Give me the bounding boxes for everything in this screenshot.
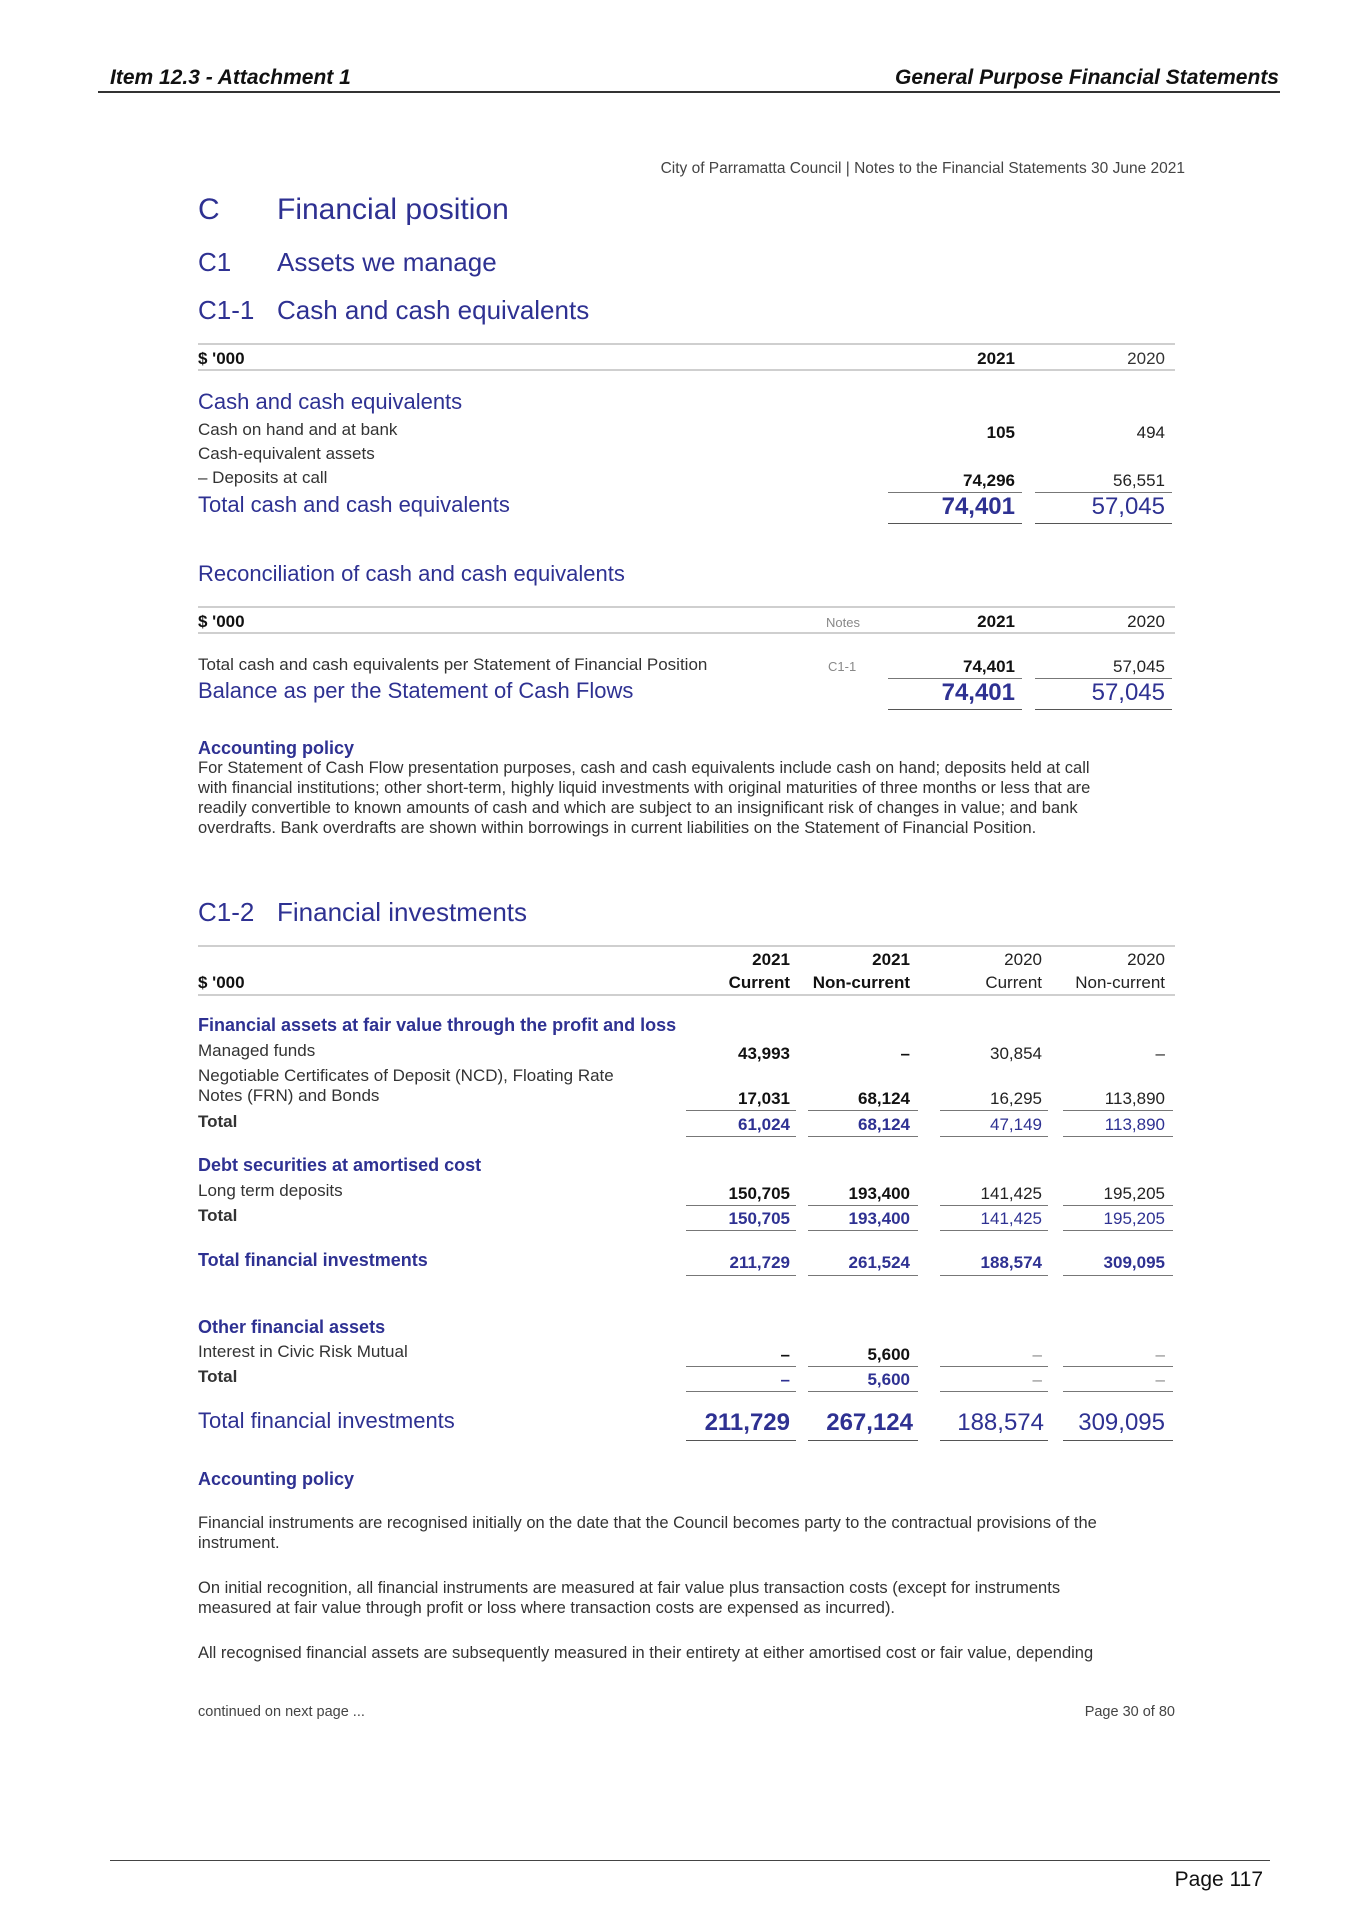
tfi-sub-value: 261,524 [848, 1253, 910, 1272]
inner-page-number: Page 30 of 80 [1084, 1704, 1175, 1720]
other-total-value: – [1032, 1370, 1042, 1389]
policy1-line: overdrafts. Bank overdrafts are shown within borrowings in current liabilities on the Statement of Financial Position. [198, 819, 1037, 837]
other-total-value: – [780, 1370, 790, 1389]
underline [940, 1440, 1048, 1441]
invest-col-kind: Non-current [1075, 973, 1165, 992]
cash-row-2020: 56,551 [1113, 471, 1165, 490]
civic-value: 5,600 [867, 1345, 910, 1364]
long-term-value: 141,425 [980, 1184, 1042, 1203]
invest-col-year: 2020 [1127, 950, 1165, 969]
ncd-value: 16,295 [990, 1089, 1042, 1108]
underline [940, 1205, 1048, 1206]
policy2-line: Financial instruments are recognised initially on the date that the Council becomes party to the contractual provisions of the [198, 1514, 1097, 1532]
cash-row-label: – Deposits at call [198, 468, 328, 487]
managed-funds-value: 30,854 [990, 1044, 1042, 1063]
cash-col-2021: 2021 [977, 349, 1015, 368]
section-c1-title: Assets we manage [277, 247, 497, 277]
recon-unit: $ '000 [198, 612, 245, 631]
debt-total-label: Total [198, 1206, 238, 1225]
recon-topline [198, 606, 1175, 608]
section-c12-title: Financial investments [277, 897, 527, 927]
underline [940, 1110, 1048, 1111]
underline [1063, 1275, 1173, 1276]
long-term-value: 195,205 [1103, 1184, 1165, 1203]
cash-row-label: Cash on hand and at bank [198, 420, 398, 439]
recon-row-2020: 57,045 [1113, 657, 1165, 676]
underline [1063, 1230, 1173, 1231]
underline [808, 1440, 918, 1441]
ncd-value: 113,890 [1104, 1089, 1165, 1108]
policy1-text [198, 758, 1178, 838]
managed-funds-label: Managed funds [198, 1041, 316, 1060]
managed-funds-value: – [900, 1044, 910, 1063]
underline [1063, 1440, 1173, 1441]
cash-total-2021: 74,401 [941, 493, 1015, 520]
underline [808, 1230, 918, 1231]
doc-caption: City of Parramatta Council | Notes to the Financial Statements 30 June 2021 [660, 160, 1185, 177]
section-c12-code: C1-2 [198, 897, 255, 927]
invest-topline [198, 945, 1175, 947]
underline [1063, 1366, 1173, 1367]
recon-col-2020: 2020 [1127, 612, 1165, 631]
debt-total-value: 141,425 [980, 1209, 1042, 1228]
cash-col-2020: 2020 [1127, 349, 1165, 368]
underline [888, 523, 1022, 524]
debt-total-value: 193,400 [848, 1209, 910, 1228]
cash-row-2021: 105 [986, 423, 1015, 442]
policy2-line: On initial recognition, all financial instruments are measured at fair value plus transaction costs (except for instruments [198, 1579, 1061, 1597]
underline [1063, 1110, 1173, 1111]
underline [940, 1230, 1048, 1231]
invest-col-year: 2021 [872, 950, 910, 969]
tfi-sub-label: Total financial investments [198, 1250, 428, 1270]
section-c1-code: C1 [198, 247, 232, 277]
underline [1063, 1205, 1173, 1206]
fvtpl-total-value: 68,124 [858, 1115, 910, 1134]
header-right: General Purpose Financial Statements [895, 66, 1279, 89]
recon-col-2021: 2021 [977, 612, 1015, 631]
long-term-label: Long term deposits [198, 1181, 343, 1200]
invest-headline [198, 994, 1175, 996]
debt-title: Debt securities at amortised cost [198, 1155, 482, 1175]
ncd-value: 68,124 [858, 1089, 910, 1108]
underline [808, 1136, 918, 1137]
grand-total-value: 211,729 [704, 1409, 790, 1436]
underline [1063, 1136, 1173, 1137]
fvtpl-total-label: Total [198, 1112, 238, 1131]
long-term-value: 193,400 [848, 1184, 910, 1203]
footer-rule [110, 1860, 1270, 1861]
underline [686, 1110, 796, 1111]
invest-col-kind: Current [728, 973, 790, 992]
other-title: Other financial assets [198, 1317, 386, 1337]
cash-unit: $ '000 [198, 349, 245, 368]
cash-table-topline [198, 343, 1175, 345]
cash-row-2021: 74,296 [963, 471, 1015, 490]
grand-total-value: 309,095 [1078, 1409, 1165, 1436]
grand-total-label: Total financial investments [198, 1408, 455, 1433]
underline [1035, 709, 1172, 710]
underline [686, 1230, 796, 1231]
grand-total-value: 267,124 [826, 1409, 913, 1436]
underline [686, 1440, 796, 1441]
grand-total-value: 188,574 [957, 1409, 1044, 1436]
ncd-value: 17,031 [738, 1089, 790, 1108]
policy2-para2 [198, 1578, 1178, 1618]
fvtpl-title: Financial assets at fair value through the profit and loss [198, 1015, 677, 1035]
policy2-para3 [198, 1643, 1178, 1663]
underline [808, 1205, 918, 1206]
underline [686, 1205, 796, 1206]
recon-notes-col: Notes [826, 615, 860, 630]
recon-total-label: Balance as per the Statement of Cash Flows [198, 678, 634, 703]
underline [808, 1110, 918, 1111]
invest-col-year: 2020 [1004, 950, 1042, 969]
underline [940, 1275, 1048, 1276]
policy1-line: readily convertible to known amounts of cash and which are subject to an insignificant risk of changes in value; and bank [198, 799, 1078, 817]
cash-row-2020: 494 [1136, 423, 1165, 442]
section-c11-code: C1-1 [198, 295, 255, 325]
underline [940, 1391, 1048, 1392]
fvtpl-total-value: 47,149 [990, 1115, 1042, 1134]
civic-value: – [1155, 1345, 1165, 1364]
other-total-value: – [1155, 1370, 1165, 1389]
underline [686, 1136, 796, 1137]
invest-unit: $ '000 [198, 973, 245, 992]
underline [808, 1275, 918, 1276]
underline [1035, 523, 1172, 524]
recon-row-2021: 74,401 [963, 657, 1015, 676]
ncd-label-line1: Negotiable Certificates of Deposit (NCD), Floating Rate [198, 1066, 614, 1085]
policy2-line: instrument. [198, 1534, 280, 1552]
policy2-line: measured at fair value through profit or loss where transaction costs are expensed as incurred). [198, 1599, 896, 1617]
underline [1063, 1391, 1173, 1392]
invest-col-kind: Non-current [812, 973, 910, 992]
other-total-value: 5,600 [867, 1370, 910, 1389]
recon-row-label: Total cash and cash equivalents per Statement of Financial Position [198, 655, 708, 674]
cash-table-headline [198, 369, 1175, 371]
cash-total-label: Total cash and cash equivalents [198, 492, 510, 517]
policy1-title: Accounting policy [198, 738, 355, 758]
civic-value: – [780, 1345, 790, 1364]
recon-title: Reconciliation of cash and cash equivalents [198, 561, 625, 586]
underline [940, 1136, 1048, 1137]
recon-total-2020: 57,045 [1091, 679, 1165, 706]
page-number: Page 117 [1174, 1868, 1263, 1891]
civic-value: – [1032, 1345, 1042, 1364]
cash-row-label: Cash-equivalent assets [198, 444, 375, 463]
section-c-code: C [198, 193, 220, 226]
tfi-sub-value: 188,574 [980, 1253, 1042, 1272]
cash-group-title: Cash and cash equivalents [198, 389, 463, 414]
policy2-para1 [198, 1513, 1178, 1553]
continued-text: continued on next page ... [198, 1704, 365, 1720]
debt-total-value: 150,705 [728, 1209, 790, 1228]
fvtpl-total-value: 61,024 [738, 1115, 790, 1134]
ncd-label: Notes (FRN) and Bonds [198, 1086, 380, 1105]
fvtpl-total-value: 113,890 [1104, 1115, 1165, 1134]
cash-total-2020: 57,045 [1091, 493, 1165, 520]
header-left: Item 12.3 - Attachment 1 [110, 66, 351, 89]
recon-total-2021: 74,401 [941, 679, 1015, 706]
recon-headline [198, 632, 1175, 634]
recon-row-note: C1-1 [828, 659, 857, 674]
invest-col-year: 2021 [752, 950, 790, 969]
underline [686, 1275, 796, 1276]
policy1-line: For Statement of Cash Flow presentation purposes, cash and cash equivalents include cash on hand; deposits held at call [198, 759, 1090, 777]
civic-label: Interest in Civic Risk Mutual [198, 1342, 408, 1361]
tfi-sub-value: 211,729 [729, 1253, 790, 1272]
underline [808, 1391, 918, 1392]
invest-col-kind: Current [985, 973, 1042, 992]
long-term-value: 150,705 [728, 1184, 790, 1203]
other-total-label: Total [198, 1367, 238, 1386]
managed-funds-value: – [1155, 1044, 1165, 1063]
managed-funds-value: 43,993 [738, 1044, 790, 1063]
policy2-line: All recognised financial assets are subsequently measured in their entirety at either amortised cost or fair value, depending [198, 1644, 1094, 1662]
underline [808, 1366, 918, 1367]
underline [686, 1391, 796, 1392]
underline [686, 1366, 796, 1367]
policy2-title: Accounting policy [198, 1469, 355, 1489]
tfi-sub-value: 309,095 [1103, 1253, 1165, 1272]
underline [888, 709, 1022, 710]
debt-total-value: 195,205 [1103, 1209, 1165, 1228]
header-rule [98, 91, 1280, 93]
underline [940, 1366, 1048, 1367]
section-c-title: Financial position [277, 193, 509, 226]
section-c11-title: Cash and cash equivalents [277, 295, 590, 325]
policy1-line: with financial institutions; other short-term, highly liquid investments with original maturities of three months or less that are [198, 779, 1091, 797]
